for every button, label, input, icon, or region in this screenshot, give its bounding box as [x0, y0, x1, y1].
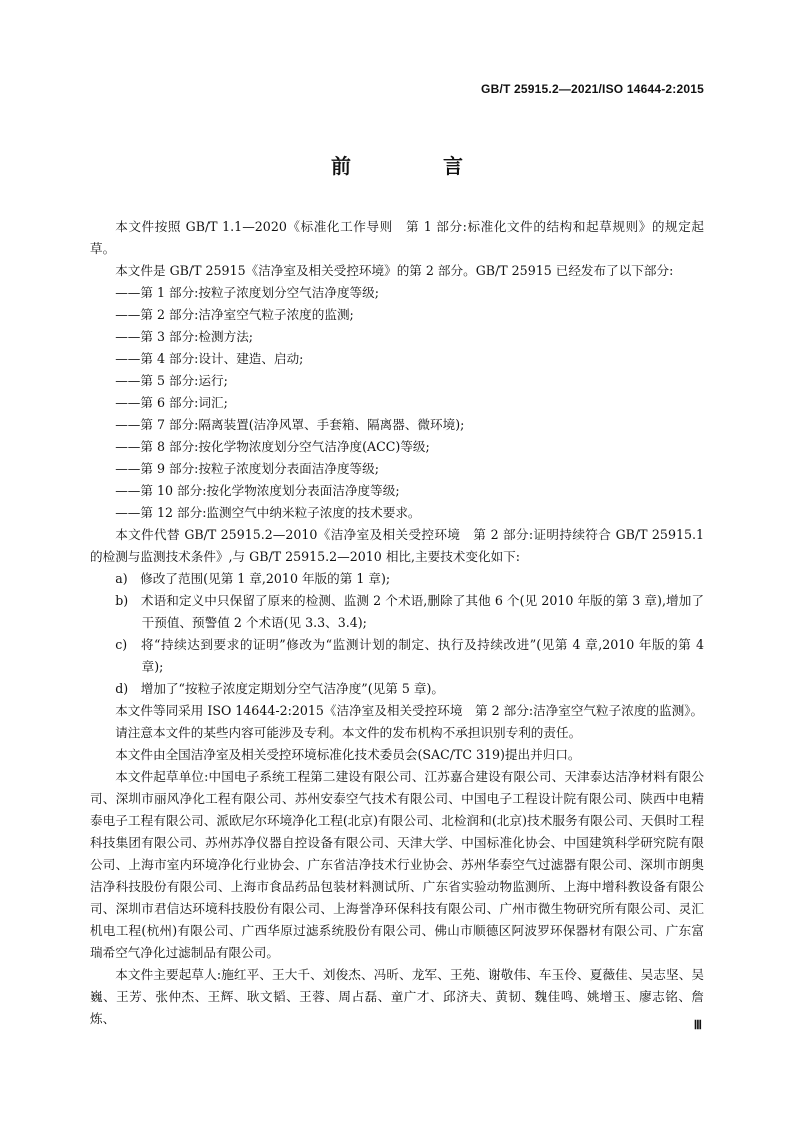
standard-code: GB/T 25915.2—2021/ISO 14644-2:2015: [481, 82, 704, 96]
list-item: a) 修改了范围(见第 1 章,2010 年版的第 1 章);: [115, 571, 391, 586]
list-item: ——第 12 部分:监测空气中纳米粒子浓度的技术要求。: [115, 505, 421, 520]
paragraph-patent-notice: 请注意本文件的某些内容可能涉及专利。本文件的发布机构不承担识别专利的责任。: [115, 725, 582, 740]
paragraph-committee: 本文件由全国洁净室及相关受控环境标准化技术委员会(SAC/TC 319)提出并归口。: [115, 747, 581, 762]
list-item: ——第 6 部分:词汇;: [115, 395, 228, 410]
list-item: d) 增加了“按粒子浓度定期划分空气洁净度”(见第 5 章)。: [115, 681, 444, 696]
paragraph-drafters: 本文件主要起草人:施红平、王大千、刘俊杰、冯昕、龙军、王苑、谢敬伟、车玉伶、夏薇佳、吴志坚、吴巍、王芳、张仲杰、王辉、耿文韬、王蓉、周占磊、童广才、邱济夫、黄韧、魏佳鸣、姚增玉、廖志铭、詹炼、: [90, 967, 704, 1026]
page-title: 前 言: [331, 154, 499, 178]
paragraph-replaces: 本文件代替 GB/T 25915.2—2010《洁净室及相关受控环境 第 2 部分:证明持续符合 GB/T 25915.1的检测与监测技术条件》,与 GB/T 25915.2—2010 相比,主要技术变化如下:: [90, 527, 704, 564]
list-item: ——第 10 部分:按化学物浓度划分表面洁净度等级;: [115, 483, 400, 498]
list-item: ——第 8 部分:按化学物浓度划分空气洁净度(ACC)等级;: [115, 439, 430, 454]
page-number: Ⅲ: [693, 1018, 702, 1032]
list-item: c) 将“持续达到要求的证明”修改为“监测计划的制定、执行及持续改进”(见第 4 章,2010 年版的第 4 章);: [115, 637, 704, 674]
list-item: ——第 2 部分:洁净室空气粒子浓度的监测;: [115, 307, 354, 322]
paragraph-iso-adoption: 本文件等同采用 ISO 14644-2:2015《洁净室及相关受控环境 第 2 部分:洁净室空气粒子浓度的监测》。: [115, 703, 704, 718]
changes-list: [90, 568, 704, 700]
list-item: ——第 9 部分:按粒子浓度划分表面洁净度等级;: [115, 461, 379, 476]
list-item: b) 术语和定义中只保留了原来的检测、监测 2 个术语,删除了其他 6 个(见 2010 年版的第 3 章),增加了干预值、预警值 2 个术语(见 3.3、3.4);: [115, 593, 704, 630]
list-item: ——第 7 部分:隔离装置(洁净风罩、手套箱、隔离器、微环境);: [115, 417, 465, 432]
list-item: ——第 5 部分:运行;: [115, 373, 228, 388]
paragraph-drafting-rules: 本文件按照 GB/T 1.1—2020《标准化工作导则 第 1 部分:标准化文件的结构和起草规则》的规定起草。: [90, 219, 704, 256]
document-body: [90, 216, 704, 1030]
paragraph-series-intro: 本文件是 GB/T 25915《洁净室及相关受控环境》的第 2 部分。GB/T 25915 已经发布了以下部分:: [115, 263, 674, 278]
paragraph-drafting-units: 本文件起草单位:中国电子系统工程第二建设有限公司、江苏嘉合建设有限公司、天津泰达洁净材料有限公司、深圳市丽风净化工程有限公司、苏州安泰空气技术有限公司、中国电子工程设计院有限公司、陕西中电精泰电子工程有限公司、派欧尼尔环境净化工程(北京)有限公司、北检润和(北京)技术服务有限公司、天俱时工程科技集团有限公司、苏州苏净仪器自控设备有限公司、天津大学、中国标准化协会、中国建筑科学研究院有限公司、上海市室内环境净化行业协会、广东省洁净技术行业协会、苏州华泰空气过滤器有限公司、深圳市朗奥洁净科技股份有限公司、上海市食品药品包装材料测试所、广东省实验动物监测所、上海中增科教设备有限公司、深圳市君信达环境科技股份有限公司、上海誉净环保科技有限公司、广州市微生物研究所有限公司、灵汇机电工程(杭州)有限公司、广西华原过滤系统股份有限公司、佛山市顺德区阿波罗环保器材有限公司、广东富瑞希空气净化过滤制品有限公司。: [90, 769, 704, 960]
list-item: ——第 3 部分:检测方法;: [115, 329, 254, 344]
list-item: ——第 4 部分:设计、建造、启动;: [115, 351, 304, 366]
parts-list: [90, 282, 704, 524]
list-item: ——第 1 部分:按粒子浓度划分空气洁净度等级;: [115, 285, 379, 300]
